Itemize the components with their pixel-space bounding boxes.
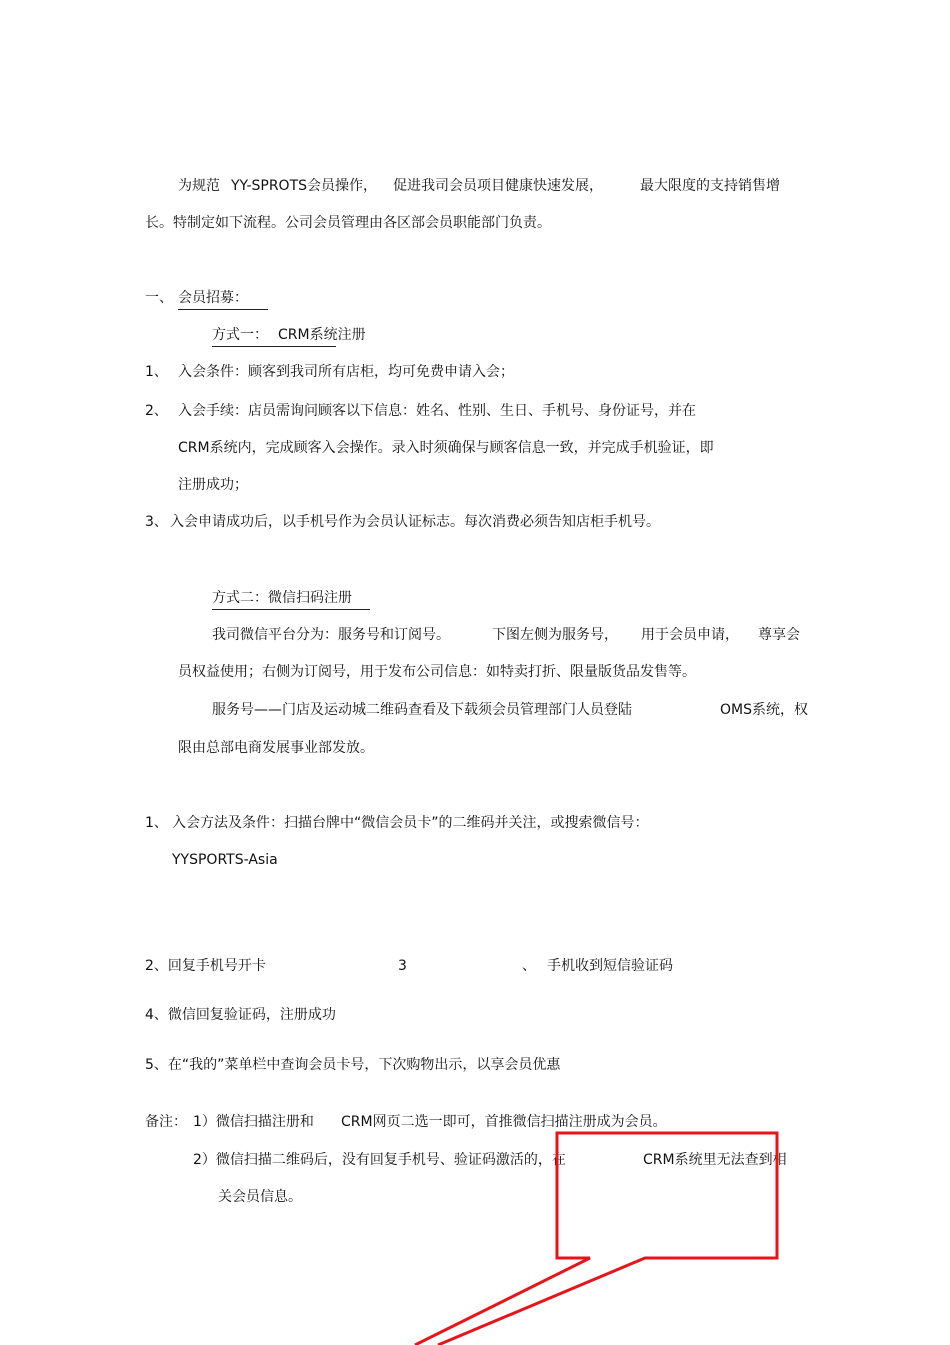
list-item: 入会申请成功后，以手机号作为会员认证标志。每次消费必须告知店柜手机号。	[170, 514, 660, 530]
list-item: 入会方法及条件：扫描台牌中“微信会员卡”的二维码并关注，或搜索微信号：	[172, 815, 649, 831]
notes-label: 备注：	[145, 1114, 187, 1130]
list-separator: 、	[522, 958, 536, 974]
note-item: CRM网页二选一即可，首推微信扫描注册成为会员。	[341, 1114, 667, 1130]
list-item: 5、在“我的”菜单栏中查询会员卡号，下次购物出示，以享会员优惠	[145, 1057, 561, 1073]
paragraph-text: 用于会员申请，	[641, 627, 739, 643]
list-number: 2、	[145, 403, 168, 419]
list-item: 4、微信回复验证码，注册成功	[145, 1007, 336, 1023]
list-number: 3	[398, 958, 407, 974]
paragraph-text: OMS系统，权	[720, 702, 808, 718]
note-item: 1）微信扫描注册和	[193, 1114, 314, 1130]
method1-title: 方式一：	[212, 325, 336, 347]
section-number: 一、	[145, 290, 173, 306]
intro-text: YY-SPROTS会员操作，	[231, 178, 378, 194]
section-title: 会员招募：	[178, 288, 268, 310]
intro-text: 为规范	[178, 178, 220, 194]
list-number: 3、	[145, 514, 168, 530]
method2-title: 方式二：微信扫码注册	[212, 588, 370, 610]
list-item: 入会条件：顾客到我司所有店柜，均可免费申请入会；	[178, 364, 514, 380]
list-item: CRM系统内，完成顾客入会操作。录入时须确保与顾客信息一致，并完成手机验证，即	[178, 440, 714, 456]
intro-text: 促进我司会员项目健康快速发展，	[393, 178, 603, 194]
callout-shape	[415, 1133, 777, 1345]
paragraph-text: 限由总部电商发展事业部发放。	[178, 740, 374, 756]
paragraph-text: 服务号——门店及运动城二维码查看及下载须会员管理部门人员登陆	[212, 702, 632, 718]
paragraph-text: 下图左侧为服务号，	[492, 627, 618, 643]
method1-title: CRM系统注册	[278, 327, 366, 343]
list-item: 入会手续：店员需询问顾客以下信息：姓名、性别、生日、手机号、身份证号，并在	[178, 403, 696, 419]
paragraph-text: 尊享会	[758, 627, 800, 643]
note-item: 2）微信扫描二维码后，没有回复手机号、验证码激活的，在	[193, 1152, 566, 1168]
paragraph-text: 员权益使用；右侧为订阅号，用于发布公司信息：如特卖打折、限量版货品发售等。	[178, 664, 696, 680]
note-item: CRM系统里无法查到相	[643, 1152, 787, 1168]
list-item: 注册成功；	[178, 477, 248, 493]
intro-text: 最大限度的支持销售增	[640, 178, 780, 194]
paragraph-text: 我司微信平台分为：服务号和订阅号。	[212, 627, 450, 643]
list-item: 手机收到短信验证码	[547, 958, 673, 974]
wechat-id: YYSPORTS-Asia	[172, 852, 278, 868]
list-item: 2、回复手机号开卡	[145, 958, 266, 974]
list-number: 1、	[145, 364, 168, 380]
list-number: 1、	[145, 815, 168, 831]
intro-text: 长。特制定如下流程。公司会员管理由各区部会员职能部门负责。	[145, 215, 551, 231]
note-item: 关会员信息。	[218, 1189, 302, 1205]
